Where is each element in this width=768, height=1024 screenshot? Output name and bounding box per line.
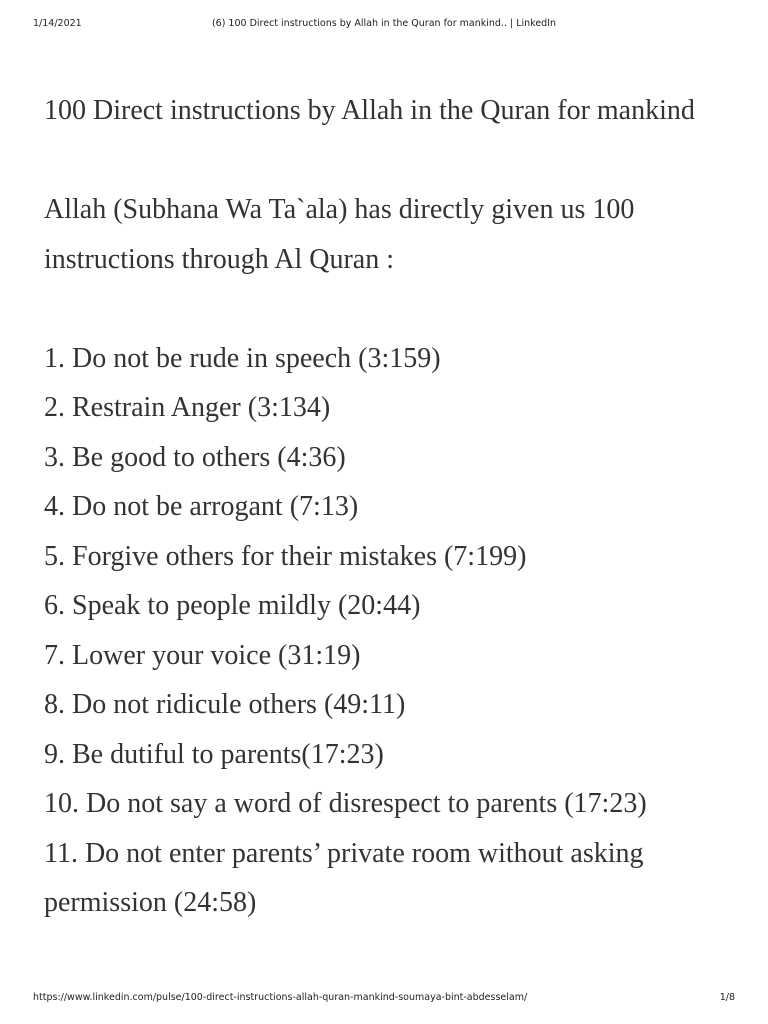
list-item: 2. Restrain Anger (3:134) xyxy=(44,392,331,423)
list-item: 11. Do not enter parents’ private room without asking permission (24:58) xyxy=(44,837,644,918)
print-date: 1/14/2021 xyxy=(33,18,82,29)
page-url: https://www.linkedin.com/pulse/100-direct-instructions-allah-quran-mankind-soumaya-bint-abdesselam/ xyxy=(33,992,528,1003)
article-body xyxy=(44,86,734,928)
list-item: 3. Be good to others (4:36) xyxy=(44,441,346,473)
list-item: 6. Speak to people mildly (20:44) xyxy=(44,590,421,621)
list-item: 4. Do not be arrogant (7:13) xyxy=(44,491,359,522)
list-item: 9. Be dutiful to parents(17:23) xyxy=(44,738,384,770)
list-item: 5. Forgive others for their mistakes (7:199) xyxy=(44,540,527,572)
list-item: 7. Lower your voice (31:19) xyxy=(44,639,361,671)
list-item: 1. Do not be rude in speech (3:159) xyxy=(44,342,441,374)
instruction-list xyxy=(44,334,734,928)
print-footer xyxy=(0,992,768,1006)
article-intro: Allah (Subhana Wa Ta`ala) has directly given us 100 instructions through Al Quran : xyxy=(44,194,635,275)
article-heading: 100 Direct instructions by Allah in the Quran for mankind xyxy=(44,95,695,126)
list-item: 8. Do not ridicule others (49:11) xyxy=(44,689,406,720)
page-title: (6) 100 Direct instructions by Allah in the Quran for mankind.. | LinkedIn xyxy=(211,18,557,29)
list-item: 10. Do not say a word of disrespect to parents (17:23) xyxy=(44,788,647,819)
print-header xyxy=(0,18,768,32)
page-number: 1/8 xyxy=(719,992,735,1003)
